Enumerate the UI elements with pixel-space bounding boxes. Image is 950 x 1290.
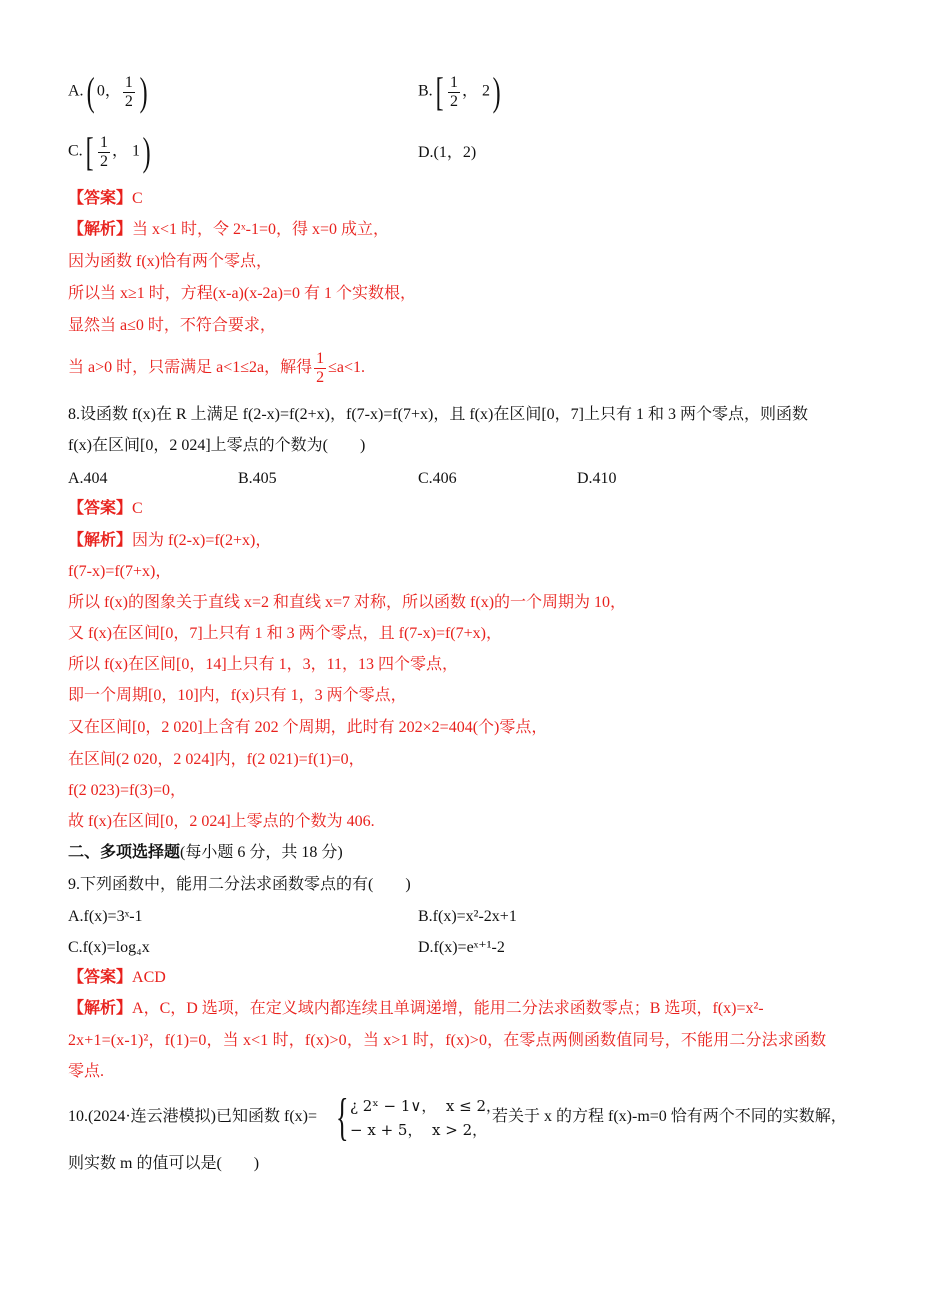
q9-analysis-line: 零点. (68, 1063, 105, 1080)
piece-2: − x + 5， x > 2， (350, 1121, 488, 1139)
q9-stem: 9.下列函数中，能用二分法求函数零点的有( ) (68, 876, 411, 893)
q8-option-c: C.406 (418, 470, 457, 487)
q10-stem-suffix: 若关于 x 的方程 f(x)-m=0 恰有两个不同的实数解， (492, 1108, 847, 1125)
q9-answer: 【答案】ACD (68, 969, 166, 986)
q8-stem: f(x)在区间[0，2 024]上零点的个数为( ) (68, 437, 366, 454)
q8-analysis-line: 即一个周期[0，10]内，f(x)只有 1，3 两个零点， (68, 687, 407, 704)
left-bracket: [ (435, 69, 444, 114)
q9-option-c: C.f(x)=log₄x (68, 939, 150, 956)
q8-option-a: A.404 (68, 470, 108, 487)
left-bracket: [ (85, 129, 94, 174)
q8-analysis-line: 又 f(x)在区间[0，7]上只有 1 和 3 两个零点，且 f(7-x)=f(7+x)， (68, 625, 502, 642)
q7-option-a: A.( 0， $\frac{1}{2}$ ) (68, 69, 148, 114)
q7-answer: 【答案】C (68, 190, 143, 207)
q8-option-d: D.410 (577, 470, 617, 487)
q8-answer: 【答案】C (68, 500, 143, 517)
q8-analysis-line: 在区间(2 020，2 024]内，f(2 021)=f(1)=0， (68, 751, 365, 768)
fraction: $\frac{1}{2}$ (316, 350, 325, 386)
q9-option-b: B.f(x)=x²-2x+1 (418, 908, 517, 925)
left-brace: { (336, 1089, 349, 1146)
q8-analysis-line: 所以 f(x)的图象关于直线 x=2 和直线 x=7 对称，所以函数 f(x)的一个周期为 10， (68, 594, 627, 611)
right-paren: ) (492, 69, 501, 114)
q7-analysis-line: 当 a>0 时，只需满足 a<1≤2a，解得 $\frac{1}{2}$ ≤a<1. (68, 350, 366, 386)
piecewise-function (336, 1089, 501, 1146)
q8-analysis-line: 所以 f(x)在区间[0，14]上只有 1，3，11，13 四个零点， (68, 656, 459, 673)
piece-1: ¿ 2ˣ − 1∨， x ≤ 2， (350, 1097, 501, 1115)
right-paren: ) (139, 69, 148, 114)
q7-analysis-line: 因为函数 f(x)恰有两个零点， (68, 253, 272, 270)
q8-analysis-line: 故 f(x)在区间[0，2 024]上零点的个数为 406. (68, 813, 375, 830)
q9-analysis-line: 【解析】A，C，D 选项，在定义域内都连续且单调递增，能用二分法求函数零点；B 选项，f(x)=x²- (68, 1000, 764, 1017)
q7-analysis-line: 所以当 x≥1 时，方程(x-a)(x-2a)=0 有 1 个实数根， (68, 285, 416, 302)
q7-option-c: C.[ $\frac{1}{2}$ ， 1) (68, 129, 151, 174)
fraction: $\frac{1}{2}$ (450, 73, 458, 110)
section-heading: 二、多项选择题(每小题 6 分，共 18 分) (68, 844, 343, 861)
q8-analysis-line: f(7-x)=f(7+x)， (68, 563, 172, 580)
q8-option-b: B.405 (238, 470, 277, 487)
right-paren: ) (142, 129, 151, 174)
q10-stem-prefix: 10.(2024·连云港模拟)已知函数 f(x)= (68, 1108, 317, 1125)
q8-stem: 8.设函数 f(x)在 R 上满足 f(2-x)=f(2+x)，f(7-x)=f(7+x)，且 f(x)在区间[0，7]上只有 1 和 3 两个零点，则函数 (68, 406, 808, 423)
q9-option-a: A.f(x)=3ˣ-1 (68, 908, 143, 925)
q7-option-b: B.[ $\frac{1}{2}$ ， 2) (418, 69, 501, 114)
q9-option-d: D.f(x)=eˣ⁺¹-2 (418, 939, 505, 956)
q7-option-d: D.(1，2) (418, 144, 477, 161)
q9-analysis-line: 2x+1=(x-1)²，f(1)=0，当 x<1 时，f(x)>0，当 x>1 时，f(x)>0，在零点两侧函数值同号，不能用二分法求函数 (68, 1032, 827, 1049)
fraction: $\frac{1}{2}$ (100, 133, 108, 170)
q10-stem: 则实数 m 的值可以是( ) (68, 1155, 260, 1172)
q8-analysis-line: 【解析】因为 f(2-x)=f(2+x)， (68, 532, 272, 549)
fraction: $\frac{1}{2}$ (124, 73, 133, 110)
q7-analysis-line: 显然当 a≤0 时，不符合要求， (68, 317, 276, 334)
left-paren: ( (86, 69, 95, 114)
q8-analysis-line: 又在区间[0，2 020]上含有 202 个周期，此时有 202×2=404(个)零点， (68, 719, 548, 736)
q7-analysis-line: 【解析】当 x<1 时，令 2ˣ-1=0，得 x=0 成立， (68, 221, 390, 238)
q8-analysis-line: f(2 023)=f(3)=0， (68, 782, 187, 799)
